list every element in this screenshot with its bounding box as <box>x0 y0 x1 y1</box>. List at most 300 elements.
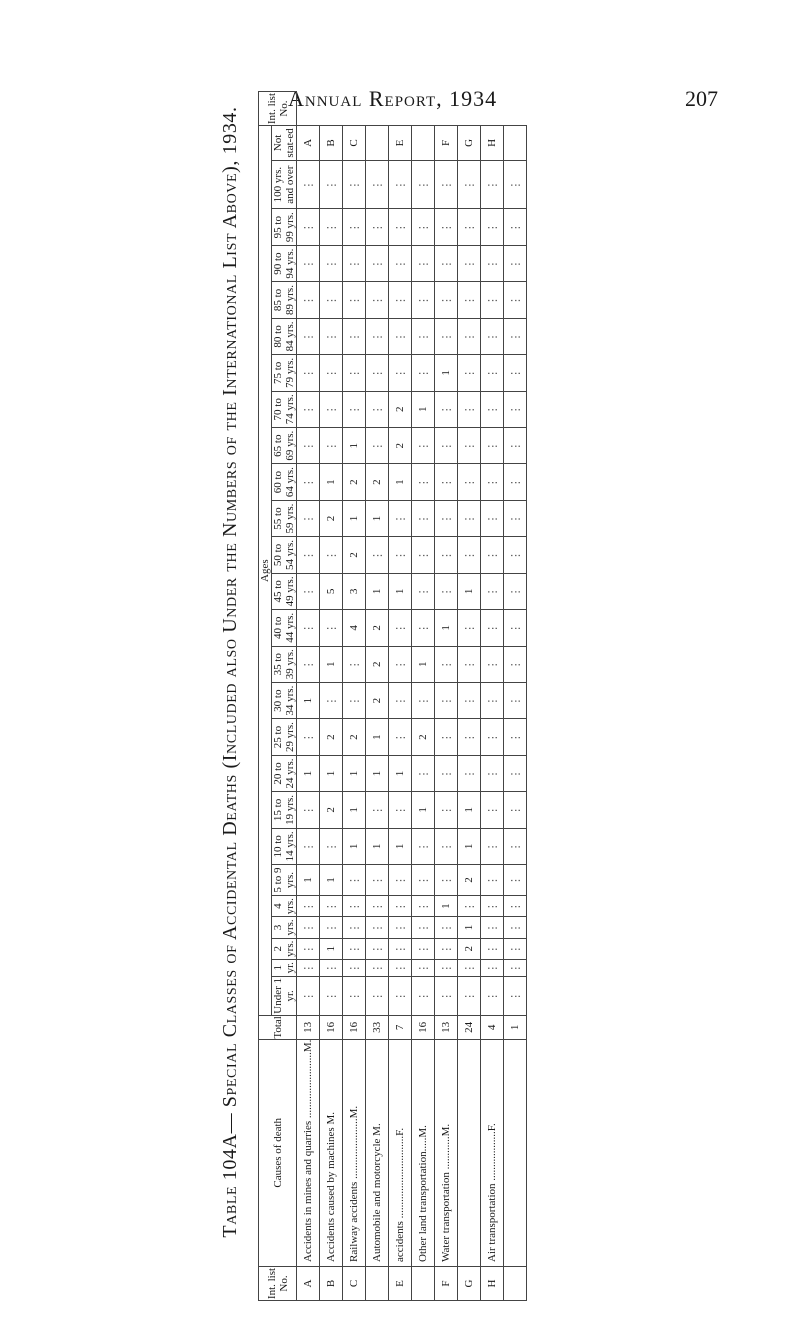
table-cell: ⋮ <box>389 865 412 896</box>
age-column-header: 10 to 14 yrs. <box>272 828 297 864</box>
age-column-header: 2 yrs. <box>272 938 297 959</box>
table-cell: 1 <box>320 865 343 896</box>
table-cell: ⋮ <box>435 976 458 1016</box>
table-cell: ⋮ <box>320 209 343 245</box>
table-cell: ⋮ <box>389 938 412 959</box>
table-cell: ⋮ <box>504 938 527 959</box>
table-cell: ⋮ <box>435 318 458 354</box>
table-cell <box>366 1267 389 1301</box>
table-cell: ⋮ <box>320 610 343 646</box>
table-cell: Air transportation ..................F. <box>481 1039 504 1266</box>
age-column-header: 85 to 89 yrs. <box>272 282 297 318</box>
table-cell: ⋮ <box>320 355 343 391</box>
table-cell: 5 <box>320 573 343 609</box>
table-cell: ⋮ <box>504 976 527 1016</box>
table-cell: G <box>458 126 481 161</box>
column-header: Int. list No. <box>259 1267 297 1301</box>
table-cell: ⋮ <box>458 719 481 755</box>
table-cell: accidents ..............................F. <box>389 1039 412 1266</box>
age-column-header: 65 to 69 yrs. <box>272 427 297 463</box>
table-cell: 1 <box>389 755 412 791</box>
table-cell: ⋮ <box>504 719 527 755</box>
table-cell: ⋮ <box>412 917 435 938</box>
table-cell: ⋮ <box>297 646 320 682</box>
table-cell: 1 <box>343 828 366 864</box>
table-cell: ⋮ <box>412 500 435 536</box>
age-column-header: 100 yrs. and over <box>272 160 297 209</box>
table-cell: F <box>435 126 458 161</box>
table-cell: ⋮ <box>435 938 458 959</box>
table-cell <box>504 1267 527 1301</box>
table-cell: ⋮ <box>435 245 458 281</box>
table-cell: 2 <box>366 646 389 682</box>
table-cell: ⋮ <box>481 355 504 391</box>
accidental-deaths-table <box>258 91 527 1301</box>
age-column-header: Not stat-ed <box>272 126 297 161</box>
table-cell: 2 <box>366 682 389 718</box>
table-cell: ⋮ <box>320 427 343 463</box>
table-cell: 13 <box>297 1016 320 1039</box>
table-cell: H <box>481 126 504 161</box>
table-cell: ⋮ <box>435 160 458 209</box>
table-cell: ⋮ <box>389 610 412 646</box>
table-cell: ⋮ <box>481 959 504 976</box>
table-cell: ⋮ <box>504 355 527 391</box>
table-cell: ⋮ <box>481 896 504 917</box>
table-cell <box>504 126 527 161</box>
table-cell: ⋮ <box>320 537 343 573</box>
table-cell: ⋮ <box>297 792 320 828</box>
table-cell: ⋮ <box>320 391 343 427</box>
table-cell: ⋮ <box>504 610 527 646</box>
table-cell: ⋮ <box>343 160 366 209</box>
table-cell: ⋮ <box>412 537 435 573</box>
table-cell: 1 <box>412 646 435 682</box>
table-cell: ⋮ <box>435 719 458 755</box>
table-cell: ⋮ <box>366 318 389 354</box>
ages-group-header: Ages <box>259 126 272 1016</box>
table-cell: ⋮ <box>389 245 412 281</box>
table-cell: ⋮ <box>504 755 527 791</box>
table-cell: ⋮ <box>504 282 527 318</box>
table-cell: ⋮ <box>366 160 389 209</box>
table-cell: ⋮ <box>366 959 389 976</box>
table-cell: ⋮ <box>481 209 504 245</box>
age-column-header: Under 1 yr. <box>272 978 297 1014</box>
table-cell: 1 <box>366 573 389 609</box>
table-cell: ⋮ <box>435 282 458 318</box>
table-cell: ⋮ <box>366 245 389 281</box>
table-cell: 13 <box>435 1016 458 1039</box>
table-cell: ⋮ <box>389 917 412 938</box>
table-cell: ⋮ <box>297 500 320 536</box>
table-cell: ⋮ <box>504 573 527 609</box>
table-cell: ⋮ <box>297 896 320 917</box>
rotated-table <box>258 91 522 1301</box>
table-cell: 1 <box>297 682 320 718</box>
table-cell: ⋮ <box>435 959 458 976</box>
table-cell: ⋮ <box>412 959 435 976</box>
table-cell: ⋮ <box>458 755 481 791</box>
table-cell: ⋮ <box>481 755 504 791</box>
table-cell: 2 <box>320 792 343 828</box>
table-cell: ⋮ <box>343 976 366 1016</box>
age-column-header: 95 to 99 yrs. <box>272 209 297 245</box>
table-cell: ⋮ <box>343 646 366 682</box>
table-cell: 1 <box>366 828 389 864</box>
table-cell: ⋮ <box>297 318 320 354</box>
table-cell: 3 <box>343 573 366 609</box>
table-cell: ⋮ <box>481 938 504 959</box>
table-cell: ⋮ <box>389 976 412 1016</box>
table-cell: ⋮ <box>297 464 320 500</box>
table-cell: ⋮ <box>481 245 504 281</box>
table-cell: 1 <box>412 391 435 427</box>
table-cell: 4 <box>481 1016 504 1039</box>
table-cell: ⋮ <box>481 792 504 828</box>
table-cell: 2 <box>343 537 366 573</box>
table-cell: 1 <box>435 896 458 917</box>
table-row <box>366 92 389 1301</box>
table-cell: ⋮ <box>366 537 389 573</box>
age-column-header: 30 to 34 yrs. <box>272 682 297 718</box>
table-cell: 2 <box>412 719 435 755</box>
table-cell: 1 <box>320 464 343 500</box>
table-cell: 2 <box>458 865 481 896</box>
table-cell <box>504 1039 527 1266</box>
table-cell: ⋮ <box>366 427 389 463</box>
table-cell: 1 <box>458 573 481 609</box>
table-cell: ⋮ <box>458 976 481 1016</box>
table-cell: ⋮ <box>504 500 527 536</box>
table-cell: ⋮ <box>504 464 527 500</box>
table-cell: ⋮ <box>389 355 412 391</box>
table-cell: ⋮ <box>389 959 412 976</box>
table-cell: 1 <box>435 355 458 391</box>
table-cell: ⋮ <box>481 282 504 318</box>
table-cell: ⋮ <box>458 391 481 427</box>
table-cell: 2 <box>366 464 389 500</box>
table-cell: ⋮ <box>458 610 481 646</box>
table-cell: ⋮ <box>297 209 320 245</box>
table-cell: ⋮ <box>458 355 481 391</box>
table-cell: ⋮ <box>458 464 481 500</box>
table-cell: ⋮ <box>320 976 343 1016</box>
age-column-header: 45 to 49 yrs. <box>272 573 297 609</box>
table-cell: 2 <box>389 391 412 427</box>
table-cell: ⋮ <box>366 391 389 427</box>
table-cell: ⋮ <box>412 318 435 354</box>
table-cell: ⋮ <box>481 828 504 864</box>
table-cell: ⋮ <box>481 610 504 646</box>
table-cell: ⋮ <box>458 209 481 245</box>
table-cell: 1 <box>297 755 320 791</box>
table-cell: ⋮ <box>343 896 366 917</box>
table-cell: ⋮ <box>343 245 366 281</box>
table-cell: ⋮ <box>458 282 481 318</box>
table-cell: ⋮ <box>481 719 504 755</box>
table-cell: 1 <box>343 755 366 791</box>
table-row <box>458 92 481 1301</box>
table-cell: ⋮ <box>481 318 504 354</box>
table-cell <box>366 126 389 161</box>
table-row <box>343 92 366 1301</box>
table-cell: 4 <box>343 610 366 646</box>
table-cell: ⋮ <box>389 318 412 354</box>
table-cell: ⋮ <box>366 865 389 896</box>
age-column-header: 75 to 79 yrs. <box>272 355 297 391</box>
table-cell: Accidents caused by machines M. <box>320 1039 343 1266</box>
table-cell: B <box>320 126 343 161</box>
table-cell: ⋮ <box>412 755 435 791</box>
table-cell: ⋮ <box>435 209 458 245</box>
table-cell: B <box>320 1267 343 1301</box>
age-column-header: 55 to 59 yrs. <box>272 500 297 536</box>
table-cell: ⋮ <box>458 318 481 354</box>
table-cell: 7 <box>389 1016 412 1039</box>
table-cell: E <box>389 1267 412 1301</box>
table-cell: ⋮ <box>366 917 389 938</box>
table-cell: G <box>458 1267 481 1301</box>
age-column-header: 60 to 64 yrs. <box>272 464 297 500</box>
rotated-table-area <box>258 91 522 1301</box>
table-cell: ⋮ <box>481 160 504 209</box>
age-column-header: 50 to 54 yrs. <box>272 537 297 573</box>
table-cell: ⋮ <box>458 500 481 536</box>
table-cell: ⋮ <box>297 245 320 281</box>
table-cell: ⋮ <box>389 719 412 755</box>
table-cell: ⋮ <box>458 896 481 917</box>
table-cell: ⋮ <box>320 828 343 864</box>
page-number: 207 <box>685 86 718 111</box>
age-column-header: 3 yrs. <box>272 917 297 938</box>
table-cell: ⋮ <box>320 245 343 281</box>
table-cell: ⋮ <box>504 160 527 209</box>
table-cell: ⋮ <box>481 537 504 573</box>
table-cell: 2 <box>458 938 481 959</box>
age-column-header: 4 yrs. <box>272 896 297 917</box>
table-cell: ⋮ <box>412 464 435 500</box>
table-cell: A <box>297 126 320 161</box>
table-row <box>481 92 504 1301</box>
table-cell: 1 <box>320 646 343 682</box>
table-cell: Other land transportation.....M. <box>412 1039 435 1266</box>
table-cell: ⋮ <box>504 318 527 354</box>
table-cell: 1 <box>435 610 458 646</box>
table-cell: ⋮ <box>481 917 504 938</box>
table-cell: ⋮ <box>435 682 458 718</box>
table-cell: 1 <box>389 464 412 500</box>
table-cell: 2 <box>320 719 343 755</box>
table-cell: Automobile and motorcycle M. <box>366 1039 389 1266</box>
table-cell: 1 <box>412 792 435 828</box>
table-cell: 1 <box>320 938 343 959</box>
table-cell: 1 <box>389 828 412 864</box>
table-cell: Accidents in mines and quarries ........................M. <box>297 1039 320 1266</box>
table-cell: ⋮ <box>366 976 389 1016</box>
table-cell <box>412 1267 435 1301</box>
table-cell: ⋮ <box>343 209 366 245</box>
table-cell: Water transportation ............M. <box>435 1039 458 1266</box>
table-cell: ⋮ <box>435 792 458 828</box>
table-cell: ⋮ <box>389 209 412 245</box>
column-header: Int. list No. <box>259 92 297 126</box>
table-cell: ⋮ <box>297 573 320 609</box>
table-cell: 1 <box>458 828 481 864</box>
table-cell: ⋮ <box>389 160 412 209</box>
table-cell: ⋮ <box>458 160 481 209</box>
table-cell: ⋮ <box>481 391 504 427</box>
table-cell: ⋮ <box>343 959 366 976</box>
table-cell: ⋮ <box>481 573 504 609</box>
table-row <box>297 92 320 1301</box>
table-cell: ⋮ <box>297 976 320 1016</box>
table-cell: ⋮ <box>504 537 527 573</box>
table-cell: 1 <box>366 755 389 791</box>
table-cell: ⋮ <box>389 896 412 917</box>
table-cell: ⋮ <box>389 282 412 318</box>
table-cell: ⋮ <box>297 719 320 755</box>
table-cell: ⋮ <box>412 865 435 896</box>
table-row <box>389 92 412 1301</box>
table-row <box>320 92 343 1301</box>
table-cell: ⋮ <box>504 792 527 828</box>
table-cell: ⋮ <box>343 391 366 427</box>
table-cell: ⋮ <box>412 355 435 391</box>
table-cell: ⋮ <box>320 959 343 976</box>
table-cell: ⋮ <box>343 318 366 354</box>
table-cell: ⋮ <box>297 917 320 938</box>
table-cell: ⋮ <box>366 355 389 391</box>
table-cell: ⋮ <box>343 938 366 959</box>
table-cell: ⋮ <box>435 500 458 536</box>
table-cell: ⋮ <box>366 282 389 318</box>
table-cell: H <box>481 1267 504 1301</box>
table-cell: ⋮ <box>504 427 527 463</box>
table-cell: 1 <box>320 755 343 791</box>
table-cell: ⋮ <box>458 245 481 281</box>
table-cell: ⋮ <box>389 792 412 828</box>
table-cell: ⋮ <box>297 959 320 976</box>
table-cell: ⋮ <box>435 917 458 938</box>
table-cell: 2 <box>389 427 412 463</box>
table-cell: ⋮ <box>320 160 343 209</box>
table-cell: ⋮ <box>412 245 435 281</box>
table-cell: ⋮ <box>412 427 435 463</box>
table-cell: ⋮ <box>504 917 527 938</box>
table-cell: ⋮ <box>435 464 458 500</box>
table-cell: ⋮ <box>412 282 435 318</box>
table-cell: ⋮ <box>481 464 504 500</box>
age-column-header: 25 to 29 yrs. <box>272 719 297 755</box>
table-cell: ⋮ <box>320 282 343 318</box>
table-cell: ⋮ <box>297 828 320 864</box>
table-cell: 2 <box>320 500 343 536</box>
table-row <box>435 92 458 1301</box>
table-cell: ⋮ <box>389 682 412 718</box>
table-cell: 16 <box>412 1016 435 1039</box>
table-cell: 2 <box>343 719 366 755</box>
table-cell: ⋮ <box>481 500 504 536</box>
table-cell: ⋮ <box>504 865 527 896</box>
table-cell: ⋮ <box>412 976 435 1016</box>
table-row <box>504 92 527 1301</box>
table-cell: 33 <box>366 1016 389 1039</box>
table-cell: 24 <box>458 1016 481 1039</box>
table-cell: 1 <box>504 1016 527 1039</box>
table-cell: A <box>297 1267 320 1301</box>
table-cell: ⋮ <box>435 646 458 682</box>
table-cell: ⋮ <box>389 500 412 536</box>
table-cell: ⋮ <box>435 537 458 573</box>
table-cell <box>458 1039 481 1266</box>
table-cell: ⋮ <box>481 646 504 682</box>
table-cell: ⋮ <box>504 209 527 245</box>
age-column-header: 80 to 84 yrs. <box>272 318 297 354</box>
table-cell: 1 <box>389 573 412 609</box>
table-cell: ⋮ <box>343 917 366 938</box>
table-cell: ⋮ <box>412 209 435 245</box>
table-cell: 1 <box>366 719 389 755</box>
table-cell: 16 <box>343 1016 366 1039</box>
table-cell: ⋮ <box>412 896 435 917</box>
table-cell: ⋮ <box>412 938 435 959</box>
table-cell: ⋮ <box>458 959 481 976</box>
column-header: Causes of death <box>259 1039 297 1266</box>
table-cell: 1 <box>343 792 366 828</box>
table-cell: ⋮ <box>458 646 481 682</box>
table-title: Table 104A— Special Classes of Accidental Deaths (Included also Under the Numbers of the International List Above), 1934. <box>219 106 241 1238</box>
table-cell: ⋮ <box>320 682 343 718</box>
age-column-header: 20 to 24 yrs. <box>272 755 297 791</box>
table-cell: ⋮ <box>481 865 504 896</box>
table-cell: 1 <box>458 917 481 938</box>
table-cell: ⋮ <box>320 896 343 917</box>
table-cell: ⋮ <box>504 896 527 917</box>
age-column-header: 70 to 74 yrs. <box>272 391 297 427</box>
table-cell: ⋮ <box>343 282 366 318</box>
table-cell: ⋮ <box>481 976 504 1016</box>
table-cell: 1 <box>458 792 481 828</box>
table-cell: ⋮ <box>343 355 366 391</box>
table-cell: 1 <box>343 427 366 463</box>
table-cell: ⋮ <box>412 160 435 209</box>
table-cell: ⋮ <box>343 865 366 896</box>
table-cell: C <box>343 1267 366 1301</box>
table-cell: ⋮ <box>458 427 481 463</box>
table-cell: ⋮ <box>297 391 320 427</box>
table-cell: ⋮ <box>366 938 389 959</box>
table-cell: 2 <box>366 610 389 646</box>
table-cell: ⋮ <box>297 938 320 959</box>
table-cell: ⋮ <box>297 537 320 573</box>
table-cell: ⋮ <box>504 959 527 976</box>
age-column-header: 35 to 39 yrs. <box>272 646 297 682</box>
table-cell: ⋮ <box>458 537 481 573</box>
table-cell: 1 <box>343 500 366 536</box>
table-row <box>412 92 435 1301</box>
table-cell: 1 <box>297 865 320 896</box>
table-cell: ⋮ <box>412 828 435 864</box>
running-title: Annual Report, 1934 <box>288 86 498 111</box>
table-cell <box>412 126 435 161</box>
age-column-header: 40 to 44 yrs. <box>272 610 297 646</box>
table-cell: ⋮ <box>412 610 435 646</box>
table-cell: ⋮ <box>412 682 435 718</box>
table-cell: ⋮ <box>366 792 389 828</box>
table-cell: ⋮ <box>435 391 458 427</box>
table-cell: ⋮ <box>389 537 412 573</box>
